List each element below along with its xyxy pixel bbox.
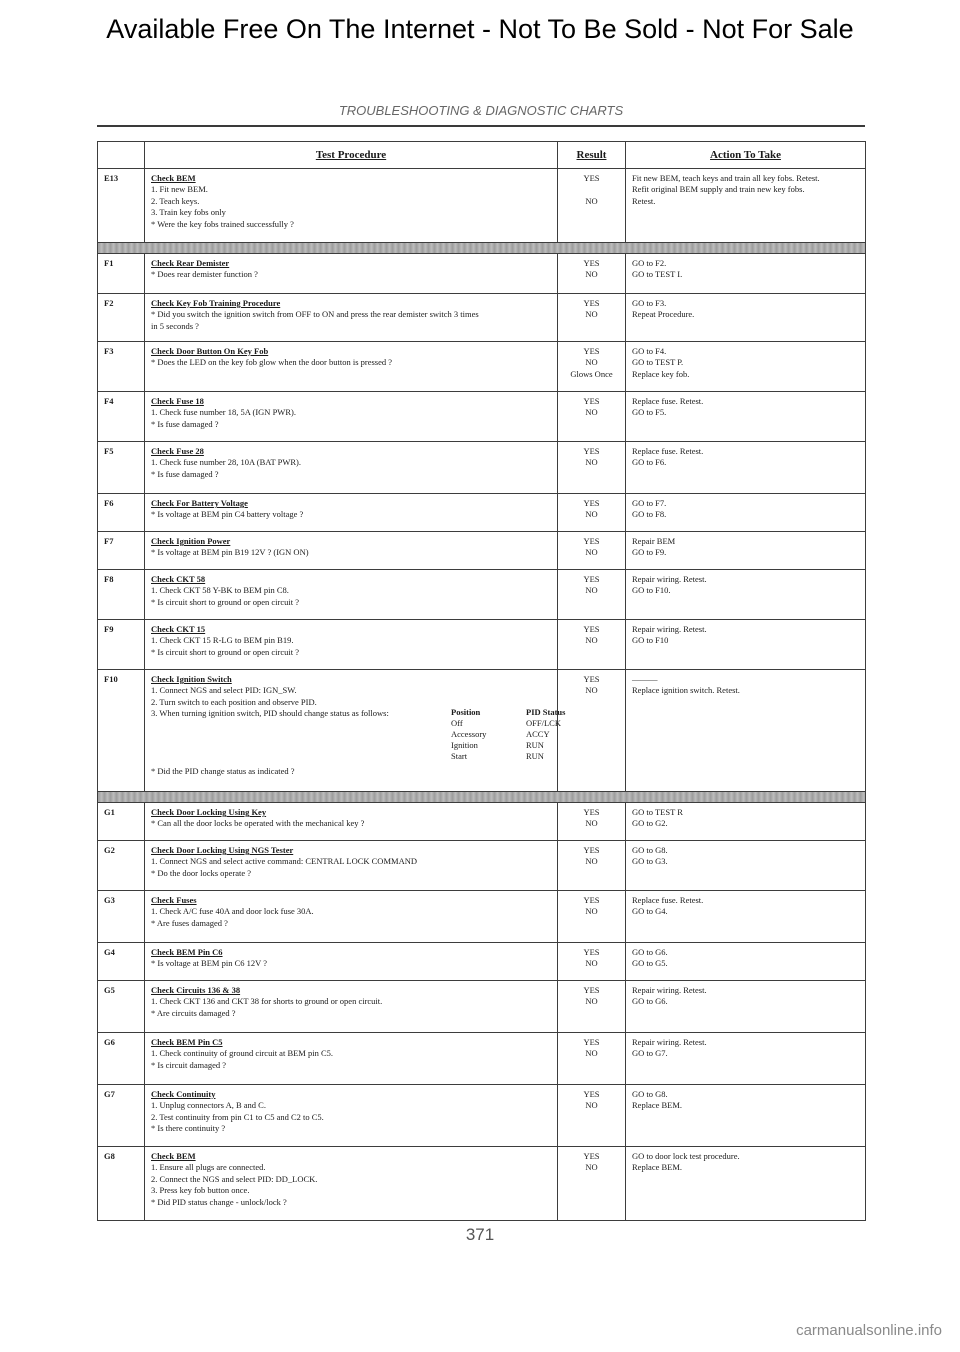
action-line: GO to G2. [632, 818, 668, 829]
action-line: Repair wiring. Retest. [632, 624, 707, 634]
procedure-line: 1. Ensure all plugs are connected. [151, 1162, 266, 1173]
table-row [98, 494, 866, 532]
procedure-line: * Do the door locks operate ? [151, 867, 252, 878]
action-line: Repair wiring. Retest. [632, 985, 707, 995]
result-value: NO [585, 547, 598, 558]
header-step [98, 142, 145, 169]
result-value: NO [585, 635, 598, 646]
diagnostic-chart-table [97, 141, 866, 1221]
action-cell [626, 1085, 866, 1147]
action-line: Repeat Procedure. [632, 309, 695, 320]
result-value: YES [583, 574, 600, 584]
result-cell [558, 532, 626, 570]
action-cell [626, 442, 866, 494]
result-value: YES [583, 446, 600, 456]
table-row [98, 570, 866, 620]
action-line: GO to G5. [632, 958, 668, 969]
procedure-line: * Is voltage at BEM pin B19 12V ? (IGN ON) [151, 547, 309, 558]
result-value: YES [583, 173, 600, 183]
step-id: G4 [98, 943, 145, 981]
step-id: F2 [98, 294, 145, 342]
action-line: Replace fuse. Retest. [632, 446, 704, 456]
table-row [98, 891, 866, 943]
action-line: ——— [632, 674, 658, 684]
test-procedure-cell [145, 392, 558, 442]
step-id: F8 [98, 570, 145, 620]
step-title: Check Fuses [151, 895, 197, 905]
result-value: YES [583, 396, 600, 406]
procedure-line: 1. Connect NGS and select PID: IGN_SW. [151, 685, 297, 696]
result-value: NO [585, 269, 598, 280]
procedure-line: 1. Check continuity of ground circuit at BEM pin C5. [151, 1048, 334, 1059]
procedure-line: * Is circuit damaged ? [151, 1059, 227, 1070]
table-row [98, 620, 866, 670]
mode-header-position: Position [451, 706, 481, 717]
result-value: NO [585, 407, 598, 418]
mode-header-pid-status: PID Status [526, 706, 566, 717]
result-cell [558, 981, 626, 1033]
procedure-line: * Can all the door locks be operated with the mechanical key ? [151, 818, 365, 829]
result-value: NO [585, 1100, 598, 1111]
step-title: Check Ignition Power [151, 536, 231, 546]
action-line: GO to G8. [632, 845, 668, 855]
step-title: Check BEM [151, 1151, 196, 1161]
result-value [564, 184, 619, 195]
procedure-line: * Is voltage at BEM pin C6 12V ? [151, 958, 267, 969]
action-cell [626, 254, 866, 294]
action-cell [626, 803, 866, 841]
result-cell [558, 943, 626, 981]
result-value: NO [585, 457, 598, 468]
test-procedure-cell [145, 891, 558, 943]
action-line: GO to door lock test procedure. [632, 1151, 740, 1161]
action-cell [626, 494, 866, 532]
procedure-line: * Are circuits damaged ? [151, 1007, 236, 1018]
procedure-line: * Is circuit short to ground or open circuit ? [151, 596, 300, 607]
action-line: Replace ignition switch. Retest. [632, 685, 740, 696]
action-line: GO to G3. [632, 856, 668, 867]
test-procedure-cell [145, 169, 558, 243]
result-value: YES [583, 624, 600, 634]
result-value: Glows Once [570, 368, 613, 379]
step-id: G3 [98, 891, 145, 943]
test-procedure-cell [145, 254, 558, 294]
table-row [98, 442, 866, 494]
result-cell [558, 1147, 626, 1221]
procedure-line: * Did you switch the ignition switch from OFF to ON and press the rear demister switch 3 times [151, 309, 479, 320]
result-value: YES [583, 985, 600, 995]
step-title: Check Ignition Switch [151, 674, 232, 684]
result-value: YES [583, 346, 600, 356]
test-procedure-cell [145, 1147, 558, 1221]
step-title: Check Key Fob Training Procedure [151, 298, 281, 308]
table-row [98, 670, 866, 792]
test-procedure-cell [145, 1033, 558, 1085]
step-id: F9 [98, 620, 145, 670]
mode-status: ACCY [526, 728, 550, 739]
result-value: NO [585, 818, 598, 829]
step-title: Check Door Locking Using Key [151, 807, 267, 817]
test-procedure-cell [145, 620, 558, 670]
test-procedure-cell [145, 981, 558, 1033]
action-cell [626, 981, 866, 1033]
result-value: NO [585, 509, 598, 520]
test-procedure-cell [145, 494, 558, 532]
result-value: YES [583, 674, 600, 684]
table-row [98, 254, 866, 294]
procedure-line: 3. Press key fob button once. [151, 1185, 250, 1196]
action-line: GO to F10. [632, 585, 671, 596]
header-test-procedure: Test Procedure [145, 142, 558, 169]
result-value: YES [583, 536, 600, 546]
result-value: YES [583, 258, 600, 268]
procedure-question: * Did the PID change status as indicated ? [151, 766, 295, 777]
procedure-line: 2. Turn switch to each position and observe PID. [151, 696, 317, 707]
mode-position: Off [451, 717, 463, 728]
procedure-line: 3. When turning ignition switch, PID should change status as follows: [151, 708, 389, 719]
action-cell [626, 169, 866, 243]
procedure-line: 1. Unplug connectors A, B and C. [151, 1100, 266, 1111]
action-line: Repair wiring. Retest. [632, 574, 707, 584]
action-cell [626, 891, 866, 943]
action-line: GO to F2. [632, 258, 667, 268]
step-title: Check BEM Pin C5 [151, 1037, 223, 1047]
procedure-line: 1. Check fuse number 18, 5A (IGN PWR). [151, 407, 296, 418]
action-line: GO to G7. [632, 1048, 668, 1059]
table-row [98, 1147, 866, 1221]
action-line: Repair wiring. Retest. [632, 1037, 707, 1047]
step-id: F7 [98, 532, 145, 570]
procedure-line: * Is fuse damaged ? [151, 418, 219, 429]
result-cell [558, 169, 626, 243]
result-cell [558, 392, 626, 442]
mode-position: Start [451, 751, 468, 762]
mode-position: Accessory [451, 728, 487, 739]
procedure-line: * Does the LED on the key fob glow when the door button is pressed ? [151, 357, 393, 368]
distribution-banner: Available Free On The Internet - Not To Be Sold - Not For Sale [106, 14, 854, 44]
section-separator [98, 792, 866, 803]
result-value: NO [585, 357, 598, 368]
procedure-line: 1. Check A/C fuse 40A and door lock fuse 30A. [151, 906, 314, 917]
table-row [98, 943, 866, 981]
test-procedure-cell [145, 1085, 558, 1147]
ignition-mode-table [451, 706, 566, 762]
result-cell [558, 620, 626, 670]
action-cell [626, 532, 866, 570]
test-procedure-cell [145, 442, 558, 494]
procedure-line: 1. Check CKT 58 Y-BK to BEM pin C8. [151, 585, 289, 596]
procedure-line: 3. Train key fobs only [151, 207, 226, 218]
step-title: Check BEM Pin C6 [151, 947, 223, 957]
procedure-line: 2. Teach keys. [151, 195, 200, 206]
header-row [98, 142, 866, 169]
test-procedure-cell [145, 670, 566, 792]
procedure-line: in 5 seconds ? [151, 320, 199, 331]
result-cell [558, 570, 626, 620]
action-line: Refit original BEM supply and train new key fobs. [632, 184, 805, 195]
step-title: Check CKT 58 [151, 574, 206, 584]
action-line: Replace fuse. Retest. [632, 396, 704, 406]
procedure-line: * Is fuse damaged ? [151, 468, 219, 479]
action-line: Replace fuse. Retest. [632, 895, 704, 905]
test-procedure-cell [145, 841, 558, 891]
table-row [98, 1033, 866, 1085]
step-title: Check Door Button On Key Fob [151, 346, 269, 356]
procedure-line: 1. Check fuse number 28, 10A (BAT PWR). [151, 457, 301, 468]
step-id: E13 [98, 169, 145, 243]
mode-status: RUN [526, 751, 544, 762]
result-value: NO [585, 195, 598, 206]
result-value: YES [583, 298, 600, 308]
table-row [98, 342, 866, 392]
procedure-line: 1. Connect NGS and select active command: CENTRAL LOCK COMMAND [151, 856, 417, 867]
action-line: GO to TEST I. [632, 269, 683, 280]
result-value: YES [583, 1089, 600, 1099]
mode-status: OFF/LCK [526, 717, 561, 728]
table-row [98, 981, 866, 1033]
action-line: GO to F4. [632, 346, 667, 356]
action-cell [626, 1033, 866, 1085]
step-id: F5 [98, 442, 145, 494]
result-value: NO [585, 906, 598, 917]
action-line: GO to F9. [632, 547, 667, 558]
action-cell [626, 943, 866, 981]
section-separator [98, 243, 866, 254]
result-cell [558, 891, 626, 943]
result-value: YES [583, 498, 600, 508]
step-id: G8 [98, 1147, 145, 1221]
page-number: 371 [465, 1225, 495, 1244]
action-cell [626, 841, 866, 891]
procedure-line: 1. Check CKT 136 and CKT 38 for shorts to ground or open circuit. [151, 996, 383, 1007]
action-line: GO to TEST R [632, 807, 683, 817]
header-action: Action To Take [626, 142, 866, 169]
procedure-line: 1. Check CKT 15 R-LG to BEM pin B19. [151, 635, 294, 646]
step-id: F10 [98, 670, 145, 792]
table-row [98, 169, 866, 243]
action-line: GO to G6. [632, 996, 668, 1007]
action-cell [626, 570, 866, 620]
result-value: YES [583, 1151, 600, 1161]
result-value: YES [583, 1037, 600, 1047]
watermark: carmanualsonline.info [796, 1322, 942, 1339]
action-line: Fit new BEM, teach keys and train all key fobs. Retest. [632, 173, 820, 183]
result-value: NO [585, 309, 598, 320]
result-value: NO [585, 856, 598, 867]
procedure-line: * Were the key fobs trained successfully ? [151, 218, 294, 229]
action-line: GO to F3. [632, 298, 667, 308]
result-cell [558, 1085, 626, 1147]
action-line: GO to G8. [632, 1089, 668, 1099]
step-title: Check Rear Demister [151, 258, 230, 268]
result-cell [558, 841, 626, 891]
table-row [98, 392, 866, 442]
result-cell [558, 342, 626, 392]
procedure-line: * Is voltage at BEM pin C4 battery voltage ? [151, 509, 304, 520]
step-id: G1 [98, 803, 145, 841]
action-cell [626, 670, 866, 792]
action-line: GO to F8. [632, 509, 667, 520]
table-row [98, 532, 866, 570]
procedure-line: * Does rear demister function ? [151, 269, 258, 280]
action-line: Replace key fob. [632, 368, 690, 379]
step-id: F1 [98, 254, 145, 294]
action-cell [626, 620, 866, 670]
action-line: GO to TEST P. [632, 357, 684, 368]
step-id: F6 [98, 494, 145, 532]
step-title: Check Continuity [151, 1089, 216, 1099]
step-id: G5 [98, 981, 145, 1033]
action-line: Replace BEM. [632, 1162, 683, 1173]
action-line: GO to F6. [632, 457, 667, 468]
action-cell [626, 342, 866, 392]
result-cell [558, 254, 626, 294]
test-procedure-cell [145, 943, 558, 981]
test-procedure-cell [145, 803, 558, 841]
step-id: G2 [98, 841, 145, 891]
table-row [98, 1085, 866, 1147]
step-id: F3 [98, 342, 145, 392]
procedure-line: * Is circuit short to ground or open circuit ? [151, 646, 300, 657]
sheet-title: TROUBLESHOOTING & DIAGNOSTIC CHARTS [338, 103, 624, 118]
action-line: Repair BEM [632, 536, 676, 546]
result-cell [558, 1033, 626, 1085]
procedure-line: * Are fuses damaged ? [151, 917, 228, 928]
result-value: YES [583, 845, 600, 855]
action-line: Replace BEM. [632, 1100, 683, 1111]
mode-status: RUN [526, 740, 544, 751]
test-procedure-cell [145, 532, 558, 570]
step-id: F4 [98, 392, 145, 442]
test-procedure-cell [145, 570, 558, 620]
title-rule [97, 125, 865, 127]
test-procedure-cell [145, 342, 558, 392]
table-row [98, 294, 866, 342]
step-title: Check Circuits 136 & 38 [151, 985, 241, 995]
step-title: Check CKT 15 [151, 624, 206, 634]
action-line: Retest. [632, 195, 656, 206]
action-cell [626, 294, 866, 342]
result-value: NO [585, 958, 598, 969]
result-cell [558, 494, 626, 532]
result-value: YES [583, 895, 600, 905]
step-title: Check For Battery Voltage [151, 498, 248, 508]
result-value: YES [583, 947, 600, 957]
action-line: GO to F10 [632, 635, 669, 646]
table-row [98, 841, 866, 891]
result-value: YES [583, 807, 600, 817]
result-value: NO [585, 1048, 598, 1059]
step-title: Check Fuse 28 [151, 446, 204, 456]
result-cell [558, 803, 626, 841]
step-id: G7 [98, 1085, 145, 1147]
procedure-line: 2. Test continuity from pin C1 to C5 and C2 to C5. [151, 1111, 324, 1122]
procedure-line: * Is there continuity ? [151, 1123, 226, 1134]
procedure-line: * Did PID status change - unlock/lock ? [151, 1196, 287, 1207]
action-line: GO to F5. [632, 407, 667, 418]
action-cell [626, 1147, 866, 1221]
procedure-line: 1. Fit new BEM. [151, 184, 208, 195]
action-line: GO to F7. [632, 498, 667, 508]
procedure-line: 2. Connect the NGS and select PID: DD_LOCK. [151, 1173, 318, 1184]
table-row [98, 803, 866, 841]
header-result: Result [558, 142, 626, 169]
action-line: GO to G4. [632, 906, 668, 917]
result-value: NO [585, 685, 598, 696]
result-value: NO [585, 996, 598, 1007]
step-id: G6 [98, 1033, 145, 1085]
result-cell [558, 442, 626, 494]
action-cell [626, 392, 866, 442]
result-cell [558, 294, 626, 342]
result-value: NO [585, 585, 598, 596]
action-line: GO to G6. [632, 947, 668, 957]
step-title: Check BEM [151, 173, 196, 183]
step-title: Check Door Locking Using NGS Tester [151, 845, 294, 855]
test-procedure-cell [145, 294, 558, 342]
result-value: NO [585, 1162, 598, 1173]
mode-position: Ignition [451, 740, 478, 751]
step-title: Check Fuse 18 [151, 396, 204, 406]
